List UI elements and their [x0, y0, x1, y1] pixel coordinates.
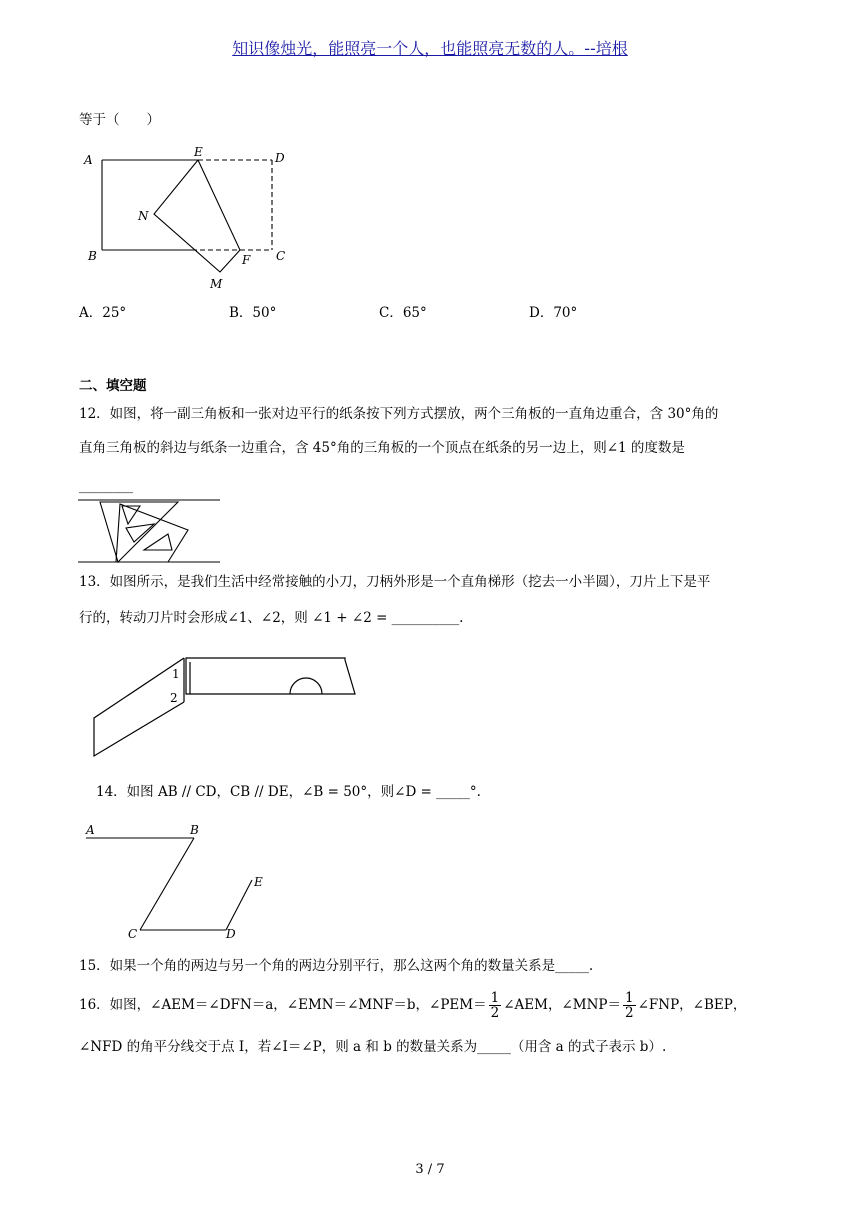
- q14-label-E: E: [254, 875, 263, 889]
- q16-fraction-1: $\frac{1}{2}$: [490, 990, 500, 1021]
- q16-fraction-2: $\frac{1}{2}$: [625, 990, 634, 1021]
- q13-line2: 行的，转动刀片时会形成∠1、∠2，则 ∠1 + ∠2 = __________.: [79, 610, 464, 626]
- q16-mid1: ∠AEM，∠MNP＝: [503, 997, 621, 1013]
- q11-figure: [80, 140, 300, 300]
- q13-angle-2: 2: [170, 691, 178, 705]
- q16-line1: [79, 990, 746, 1020]
- q11-label-D: D: [275, 151, 285, 165]
- page-number: 3 / 7: [415, 1162, 445, 1177]
- q11-label-B: B: [88, 249, 97, 263]
- q13-figure: [90, 648, 360, 764]
- q11-label-C: C: [276, 249, 286, 263]
- q11-tail: 等于（ ）: [79, 112, 160, 128]
- q14-label-A: A: [86, 823, 95, 837]
- section-title: 二、填空题: [79, 378, 147, 394]
- q14-label-C: C: [128, 927, 138, 941]
- q13-line1: 13．如图所示，是我们生活中经常接触的小刀，刀柄外形是一个直角梯形（挖去一小半圆），刀片上下是平: [79, 574, 711, 590]
- q16-mid2: ∠FNP，∠BEP，: [637, 997, 747, 1013]
- q12-blank: ________: [79, 478, 133, 494]
- q11-option-d: D．70°: [529, 305, 578, 321]
- header-motto: 知识像烛光，能照亮一个人，也能照亮无数的人。--培根: [232, 39, 628, 58]
- q11-option-a: A．25°: [79, 305, 127, 321]
- q11-label-N: N: [138, 209, 149, 223]
- q14-label-D: D: [226, 927, 236, 941]
- q14-label-B: B: [190, 823, 199, 837]
- q11-label-A: A: [84, 153, 93, 167]
- q14-text: 14．如图 AB // CD，CB // DE，∠B = 50°，则∠D = _____°.: [96, 784, 481, 800]
- q12-line1: 12．如图，将一副三角板和一张对边平行的纸条按下列方式摆放，两个三角板的一直角边重合，含 30°角的: [79, 406, 719, 422]
- q14-figure: [80, 820, 280, 944]
- q11-option-b: B．50°: [229, 305, 277, 321]
- q12-line2: 直角三角板的斜边与纸条一边重合，含 45°角的三角板的一个顶点在纸条的另一边上，则∠1 的度数是: [79, 440, 685, 456]
- q16-line2: ∠NFD 的角平分线交于点 I，若∠I＝∠P，则 a 和 b 的数量关系为_____（用含 a 的式子表示 b）.: [79, 1039, 667, 1055]
- q15-text: 15．如果一个角的两边与另一个角的两边分别平行，那么这两个角的数量关系是_____.: [79, 958, 594, 974]
- q11-label-M: M: [210, 277, 223, 291]
- q11-label-E: E: [194, 145, 203, 159]
- q13-angle-1: 1: [172, 667, 180, 681]
- q11-label-F: F: [242, 253, 251, 267]
- q16-pre: 16．如图，∠AEM＝∠DFN＝a，∠EMN＝∠MNF＝b，∠PEM＝: [79, 997, 487, 1013]
- q11-option-c: C．65°: [379, 305, 427, 321]
- q12-figure: [78, 494, 228, 570]
